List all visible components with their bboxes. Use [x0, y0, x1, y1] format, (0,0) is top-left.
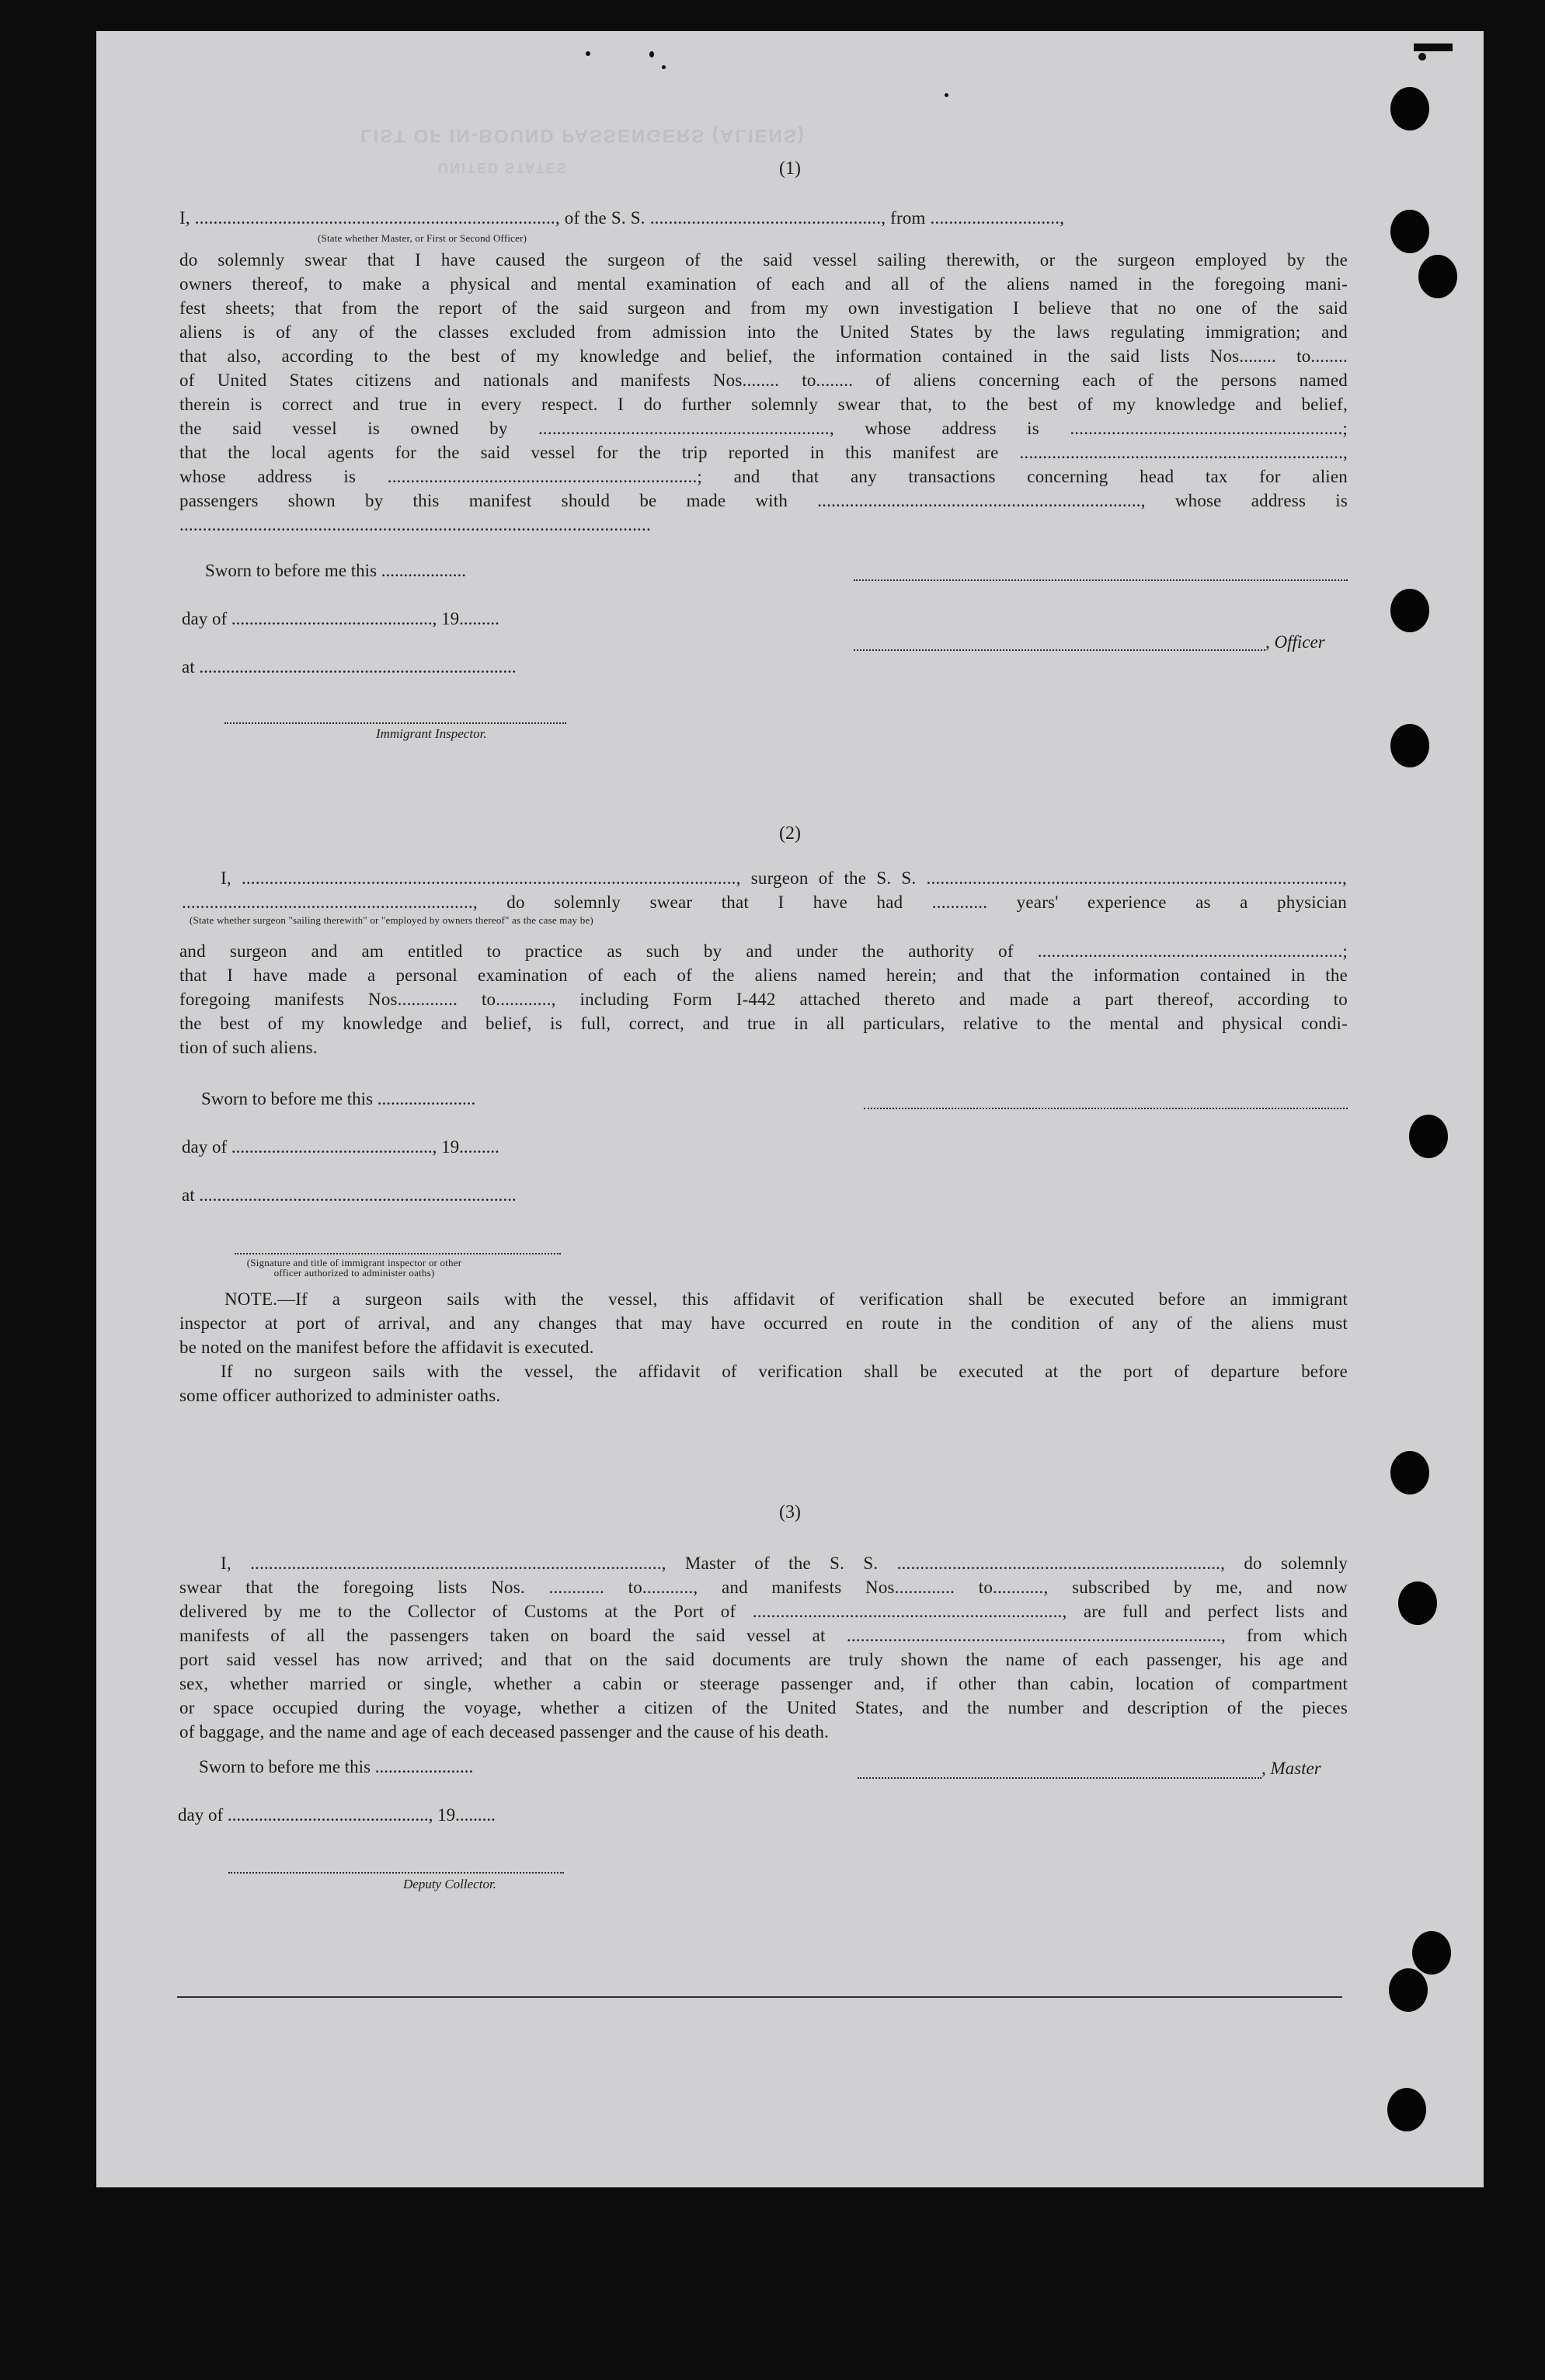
note-line: inspector at port of arrival, and any changes that may have occurred en route in the condition of any of the aliens must: [179, 1314, 1348, 1333]
at-label: at .......................................................................: [182, 657, 517, 677]
sworn-label: Sworn to before me this ......................: [201, 1089, 476, 1108]
inspector-signature-line: [235, 1253, 561, 1254]
speck: [586, 51, 590, 56]
signature-line: [854, 579, 1348, 581]
punch-hole: [1418, 255, 1457, 298]
at-label: at .......................................................................: [182, 1185, 517, 1205]
body-line: tion of such aliens.: [179, 1038, 318, 1057]
day-of-label: day of ............................................., 19.........: [182, 609, 499, 628]
body-line: manifests of all the passengers taken on board the said vessel at ................................................................................., from which: [179, 1626, 1348, 1645]
inspector-signature-line: [224, 722, 566, 724]
body-line: that I have made a personal examination of each of the aliens named herein; and that the information contained in the: [179, 966, 1348, 985]
section-1-first-line-note: (State whether Master, or First or Second Officer): [318, 232, 527, 244]
punch-hole: [1387, 2088, 1426, 2131]
speck: [662, 65, 666, 69]
master-label: , Master: [1261, 1759, 1321, 1778]
body-line: fest sheets; that from the report of the said surgeon and from my own investigation I believe that no one of the said: [179, 298, 1348, 318]
body-line: aliens is of any of the classes excluded from admission into the United States by the laws regulating immigration; and: [179, 322, 1348, 342]
section-3: [96, 1491, 1484, 1989]
note-line: some officer authorized to administer oaths.: [179, 1386, 501, 1405]
body-line: passengers shown by this manifest should be made with ......................................................................, whose address is: [179, 491, 1348, 510]
body-line: that the local agents for the said vessel for the trip reported in this manifest are ......................................................................,: [179, 443, 1348, 462]
sworn-label: Sworn to before me this ......................: [199, 1757, 474, 1776]
section-2-first-line: I, ..........................................................................................................., surgeon of the S. S. ..........................................................................................,: [221, 868, 1347, 888]
body-line: of United States citizens and nationals and manifests Nos........ to........ of aliens concerning each of the persons named: [179, 371, 1348, 390]
note-line: NOTE.—If a surgeon sails with the vessel, this affidavit of verification shall be executed before an immigrant: [224, 1289, 1348, 1309]
section-1-first-line: I, .............................................................................., of the S. S. .................................................., from ............................,: [179, 208, 1065, 228]
body-line: the best of my knowledge and belief, is full, correct, and true in all particulars, relative to the mental and physical condi-: [179, 1014, 1348, 1033]
body-line: whose address is ...................................................................; and that any transactions concerning head tax for alien: [179, 467, 1348, 486]
speck: [1418, 53, 1426, 61]
note-line: be noted on the manifest before the affidavit is executed.: [179, 1338, 594, 1357]
punch-hole: [1389, 1968, 1428, 2012]
section-2-second-line-note: (State whether surgeon "sailing therewith" or "employed by owners thereof" as the case may be): [190, 914, 593, 926]
punch-hole: [1390, 724, 1429, 767]
body-line: therein is correct and true in every respect. I do further solemnly swear that, to the best of my knowledge and belief,: [179, 395, 1348, 414]
day-of-label: day of ............................................., 19.........: [178, 1805, 496, 1825]
speck: [945, 93, 948, 97]
body-line: that also, according to the best of my knowledge and belief, the information contained in the said lists Nos........ to........: [179, 346, 1348, 366]
punch-hole: [1409, 1115, 1448, 1158]
sworn-label: Sworn to before me this ...................: [205, 561, 467, 580]
collector-signature-line: [228, 1872, 564, 1874]
signature-note: (Signature and title of immigrant inspector or other officer authorized to administer oaths): [246, 1257, 462, 1279]
body-line: of baggage, and the name and age of each deceased passenger and the cause of his death.: [179, 1722, 830, 1742]
officer-signature-line: [854, 649, 1265, 651]
section-2-second-line: ..............................................................., do solemnly swear that I have had ............ years' experience as a physician: [182, 893, 1347, 912]
body-line: or space occupied during the voyage, whether a citizen of the United States, and the number and description of the pieces: [179, 1698, 1348, 1717]
body-line: sex, whether married or single, whether a cabin or steerage passenger and, if other than cabin, location of compartment: [179, 1674, 1348, 1693]
section-2-number: (2): [779, 823, 801, 844]
section-1: [96, 130, 1484, 741]
bottom-rule: [177, 1996, 1342, 1998]
speck: [649, 51, 654, 57]
section-3-number: (3): [779, 1502, 801, 1522]
section-1-number: (1): [779, 158, 801, 179]
body-line: ......................................................................................................: [179, 515, 651, 534]
body-line: swear that the foregoing lists Nos. ............ to..........., and manifests Nos............. to..........., subscribed by me, and now: [179, 1578, 1348, 1597]
body-line: port said vessel has now arrived; and that on the said documents are truly shown the name of each passenger, his age and: [179, 1650, 1348, 1669]
master-signature-line: [858, 1777, 1261, 1779]
body-line: foregoing manifests Nos............. to............, including Form I-442 attached thereto and made a part thereof, according to: [179, 990, 1348, 1009]
punch-hole: [1390, 589, 1429, 632]
bleed-through-text: UNITED STATES: [438, 160, 568, 176]
day-of-label: day of ............................................., 19.........: [182, 1137, 499, 1157]
punch-hole: [1390, 210, 1429, 253]
body-line: the said vessel is owned by ..............................................................., whose address is ...........................................................;: [179, 419, 1348, 438]
note-line: If no surgeon sails with the vessel, the affidavit of verification shall be executed at the port of departure before: [221, 1362, 1348, 1381]
section-2: [96, 816, 1484, 1437]
punch-hole: [1398, 1581, 1437, 1625]
collector-caption: Deputy Collector.: [403, 1877, 496, 1891]
dark-corner: [1414, 43, 1453, 51]
body-line: I, ........................................................................................., Master of the S. S. ......................................................................, do solemnly: [221, 1554, 1348, 1573]
inspector-caption: Immigrant Inspector.: [376, 726, 487, 741]
punch-hole: [1390, 87, 1429, 130]
signature-line: [864, 1108, 1348, 1109]
punch-hole: [1412, 1931, 1451, 1975]
body-line: owners thereof, to make a physical and mental examination of each and all of the aliens named in the foregoing mani-: [179, 274, 1348, 294]
punch-hole: [1390, 1451, 1429, 1494]
body-line: and surgeon and am entitled to practice as such by and under the authority of ..................................................................;: [179, 941, 1348, 961]
affidavit-sheet: [96, 31, 1484, 2187]
officer-label: , Officer: [1265, 632, 1325, 652]
body-line: delivered by me to the Collector of Customs at the Port of ..................................................................., are full and perfect lists and: [179, 1602, 1348, 1621]
body-line: do solemnly swear that I have caused the surgeon of the said vessel sailing therewith, or the surgeon employed by the: [179, 250, 1348, 270]
bleed-through-heading: LIST OF IN-BOUND PASSENGERS (ALIENS): [360, 125, 806, 146]
